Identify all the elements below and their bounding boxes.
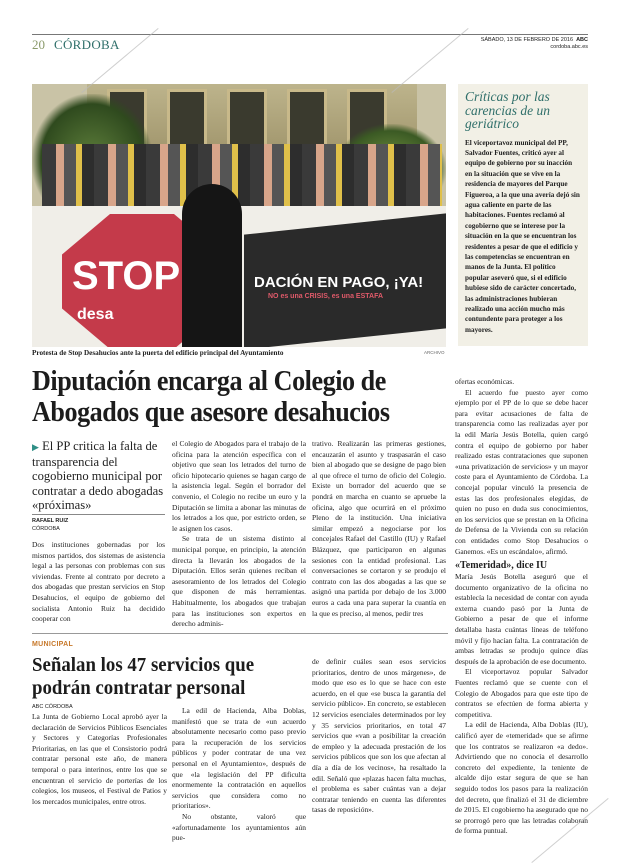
- paragraph: No obstante, valoró que «afortunadamente los ayuntamientos aún pue-: [172, 811, 306, 843]
- author: RAFAEL RUIZ: [32, 518, 69, 524]
- header-rule: [32, 34, 588, 35]
- page-number: 20: [32, 37, 45, 52]
- banner-desa-text: desa: [77, 306, 114, 323]
- date: SÁBADO, 13 DE FEBRERO DE 2016: [480, 37, 574, 43]
- article-headline: [32, 366, 446, 428]
- paragraph: El viceportavoz popular Salvador Fuentes reclamó que se cuente con el Colegio de Abogados para que este tipo de contratos se efectúen de forma abierta y competitiva.: [455, 667, 588, 719]
- protest-photo: [32, 84, 446, 347]
- article2-byline: ABC CÓRDOBA: [32, 704, 73, 710]
- article2-column-3: [312, 657, 446, 816]
- paragraph: La edil de Hacienda, Alba Doblas, manifestó que se trata de «un acuerdo absolutamente necesario como paso previo para la recuperación de los servicios públicos y poder contratar de una vez personal en el Ayuntamiento», después de que «la legislación del PP dificulta enormemente la contratación en aquellos servicios que considera como no prioritarios».: [172, 706, 306, 811]
- paragraph: trativo. Realizarán las primeras gestiones, encauzarán el asunto y traspasarán el caso bien al abogado que se designe de pago bien al que ofrece el turno de oficio del Colegio. Existe un borrador del acuerdo que se pondrá en marcha en cuanto se apruebe la oficina, algo que ocurrirá en el próximo Pleno de la institución. Una iniciativa similar empezó a negociarse por los concejales Rafael del Castillo (IU) y Rafael Blázquez, que participaron en algunas sesiones con la entidad profesional. Las conversaciones se cortaron y se produjo el contrato con las dos abogadas a las que se asignó una partida por debajo de los 3.000 euros a cada una para superar la cuantía en la que es preciso, al menos, pedir tres: [312, 439, 446, 618]
- byline: [32, 518, 68, 533]
- banner-sub-text: NO es una CRISIS, es una ESTAFA: [268, 293, 384, 300]
- kicker: MUNICIPAL: [32, 641, 74, 648]
- headline-text: Diputación encarga al Colegio de Abogados que asesore desahucios: [32, 365, 390, 428]
- article-column-3: [312, 439, 446, 619]
- paragraph: de definir cuáles sean esos servicios prioritarios, dentro de unos márgenes», de modo que eso es lo que se hace con este acuerdo, en el que «se busca la garantía del servicio público». En concreto, se establecen 12 servicios esenciales determinados por ley y 35 servicios prioritarios, en total 47 servicios que «van a posibilitar la creación de empleo y la adecuada prestación de los servicios públicos que son los que afectan al día a día de los vecinos», ha resaltado la edil. Señaló que «plazas hacen falta muchas, el problema es saber cuántas van a dejar contratar teniendo en cuenta las diferentes tasas de reposición».: [312, 657, 446, 815]
- dateline: [481, 37, 588, 51]
- article2-column-1: [32, 712, 167, 807]
- paragraph: ofertas económicas.: [455, 377, 515, 386]
- paragraph: Se trata de un sistema distinto al municipal porque, en principio, la atención directa la llevarán los abogados de la Diputación. Ellos serán quienes reciban el asesoramiento de los letrados del Colegio que disponen de más herramientas. Habitualmente, los abogados que trabajan para las instituciones son expertos en derecho adminis-: [172, 534, 306, 629]
- article-column-2: [172, 439, 306, 630]
- sidebar-title: Críticas por las carencias de un geriátrico: [465, 89, 550, 131]
- paragraph: El acuerdo fue puesto ayer como ejemplo por el PP de lo que se debe hacer para evitar acusaciones de falta de transparencia como las realizadas ayer por la edil María Jesús Botella, quien cargó contra el equipo de gobierno por haber realizado estas contrataciones que suponen «una privatización de servicios» y un mayor coste para el Ayuntamiento de Córdoba. La concejal popular vinculó la presencia de estas las dos profesionales elegidas, de quien no puso en duda sus conocimientos, en los servicios que se prestan en la Oficina de Defensa de la Vivienda con su relación con entidades como Stop Desahucios o Ganemos. «Es un escándalo», afirmó.: [455, 387, 588, 556]
- photo-credit: ARCHIVO: [424, 350, 445, 355]
- paragraph: María Jesús Botella aseguró que el documento organizativo de la oficina no establecía la necesidad de contar con ayuda externa cuando pasó por la Junta de Gobierno a pesar de que el informe detallaba hasta cuántas líneas de teléfono móvil y fijo hacían falta. La contratación de ambas letradas se produjo quince días después de la aprobación de ese documento.: [455, 572, 588, 666]
- article2-column-2: [172, 706, 306, 844]
- article-column-4: [455, 377, 588, 837]
- article2-headline: Señalan los 47 servicios que podrán contratar personal: [32, 654, 255, 699]
- banner-stop-text: STOP: [72, 254, 181, 298]
- paragraph: el Colegio de Abogados para el trabajo de la oficina para la atención específica con el objetivo que sean los letrados del turno de oficio hipotecario quienes se hagan cargo de la asistencia legal. Según el borrador del convenio, el Colegio no recibe un euro y la Diputación se limita a abonar las minutas de los letrados a los que, por estricto orden, se le asignen los casos.: [172, 439, 306, 533]
- paragraph: La Junta de Gobierno Local aprobó ayer la declaración de Servicios Públicos Esenciales y Sectores y Categorías Profesionales Prioritarias, en las que el Consistorio podrá contratar personal este año, de manera temporal o para interinos, entre los que se encuentran el servicio de porterías de los colegios, los museos, el Festival de Patios y los mercados municipales, entre otros.: [32, 712, 167, 806]
- subhead-text: El PP critica la falta de transparencia del cogobierno municipal por contratar a dedo abogadas «próximas»: [32, 439, 164, 512]
- sidebar-body: El viceportavoz municipal del PP, Salvador Fuentes, criticó ayer al equipo de gobierno por su inacción en la situación que se vive en la residencia de mayores del Parque Figueroa, a la que una avería dejó sin agua caliente en parte de las habitaciones. Fuentes reclamó al cogobierno que se interese por la situación en la que se encuentran los residentes a pesar de que el edificio y las competencias se encuentran en manos de la Junta. El político popular aseveró que, si el edificio hubiese sido de carácter concertado, las administraciones hubieran realizado una acción mucho más contundente para proteger a los mayores.: [465, 138, 580, 334]
- section-title: CÓRDOBA: [54, 37, 120, 52]
- arrow-bullet-icon: ▶: [32, 442, 39, 452]
- site-url: cordoba.abc.es: [550, 44, 588, 50]
- article-subhead: [32, 439, 167, 513]
- banner-main-text: DACIÓN EN PAGO, ¡YA!: [254, 274, 424, 291]
- crosshead: «Temeridad», dice IU: [455, 560, 548, 572]
- photo-caption: Protesta de Stop Desahucios ante la puerta del edificio principal del Ayuntamiento: [32, 349, 284, 357]
- location: CÓRDOBA: [32, 525, 60, 532]
- byline-rule: [32, 514, 165, 515]
- article-column-1: [32, 540, 165, 625]
- sidebar-box: [458, 84, 588, 346]
- paragraph: La edil de Hacienda, Alba Doblas (IU), calificó ayer de «temeridad» que se afirme que los contratos se realizaron «a dedo». Advirtiendo que no conocía el desarrollo concreto del expediente, la teniente de alcalde dijo estar segura de que se han seguido todos los pasos para la realización del decreto, que finalizó el 31 de diciembre de 2015. El cogobierno ha asegurado que no se prorrogó pero que las letradas colaboran de forma puntual.: [455, 720, 588, 836]
- photographer-figure: [182, 184, 242, 347]
- section-rule: [32, 633, 448, 634]
- brand: ABC: [576, 37, 588, 43]
- paragraph: Dos instituciones gobernadas por los mismos partidos, dos sistemas de asistencia legal a las personas con problemas con sus viviendas. Frente al contrato por decreto a dos abogadas que prestan servicios en Stop Desahucios, el equipo de gobierno del socialista Antonio Ruiz ha decidido cooperar con: [32, 540, 165, 624]
